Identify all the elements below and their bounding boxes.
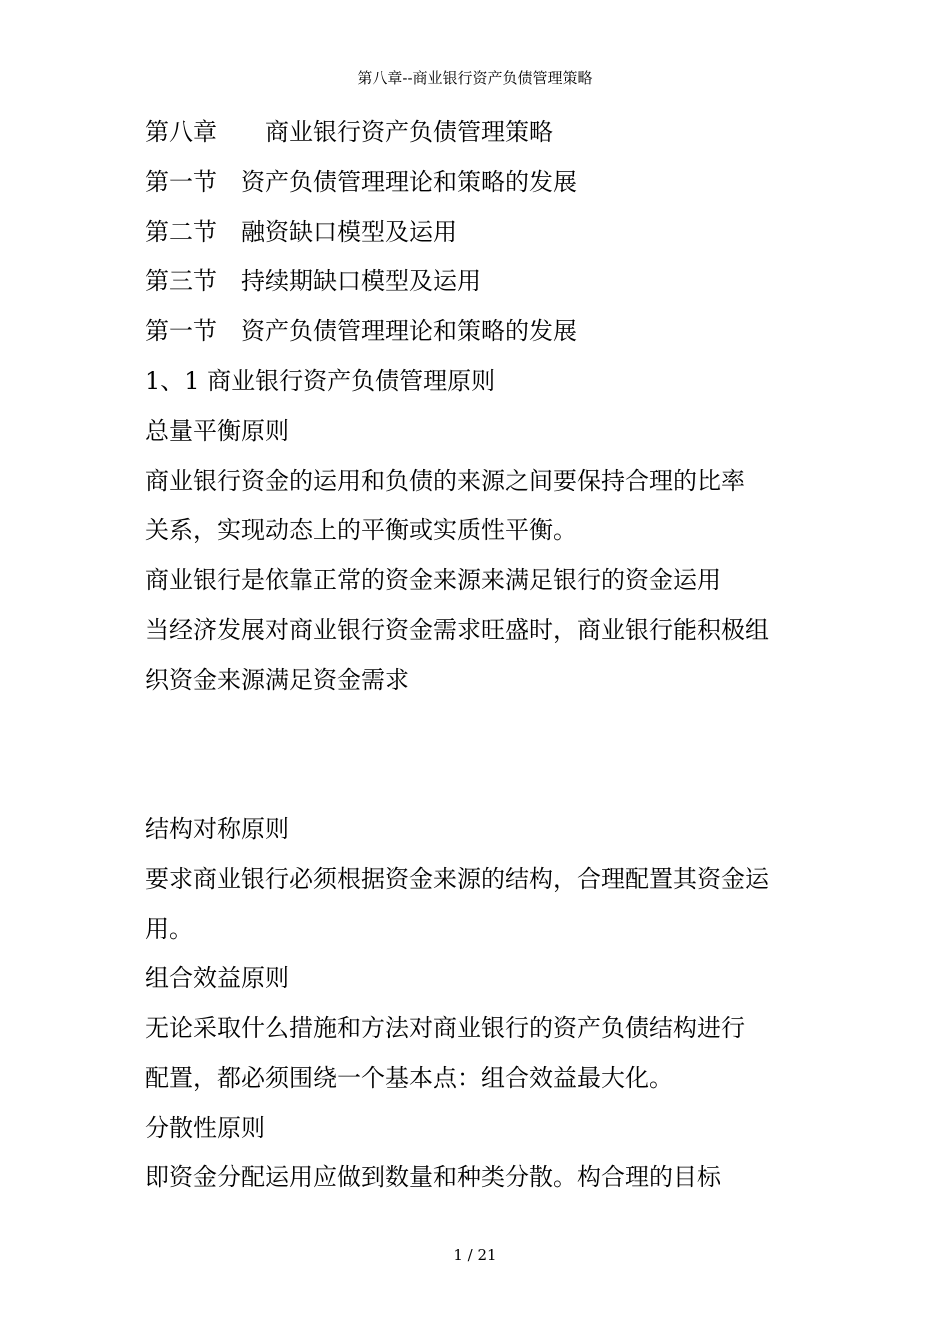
subsection-heading: 1、1 商业银行资产负债管理原则: [145, 367, 496, 395]
paragraph-line: 关系，实现动态上的平衡或实质性平衡。: [145, 516, 577, 544]
paragraph-line: 用。: [145, 915, 193, 943]
toc-section-1: 第一节 资产负债管理理论和策略的发展: [145, 168, 577, 196]
principle-heading-diversification: 分散性原则: [145, 1114, 265, 1142]
page-number: 1 / 21: [453, 1246, 497, 1264]
principle-heading-structure: 结构对称原则: [145, 815, 289, 843]
toc-section-3: 第三节 持续期缺口模型及运用: [145, 267, 481, 295]
paragraph-line: 织资金来源满足资金需求: [145, 666, 409, 694]
paragraph-line: 配置，都必须围绕一个基本点：组合效益最大化。: [145, 1064, 673, 1092]
section-heading: 第一节 资产负债管理理论和策略的发展: [145, 317, 577, 345]
paragraph-line: 当经济发展对商业银行资金需求旺盛时，商业银行能积极组: [145, 616, 769, 644]
toc-section-2: 第二节 融资缺口模型及运用: [145, 218, 457, 246]
paragraph-line: 商业银行是依靠正常的资金来源来满足银行的资金运用: [145, 566, 721, 594]
paragraph-line: 要求商业银行必须根据资金来源的结构，合理配置其资金运: [145, 865, 769, 893]
chapter-title: 第八章 商业银行资产负债管理策略: [145, 118, 553, 146]
paragraph-line: 商业银行资金的运用和负债的来源之间要保持合理的比率: [145, 467, 745, 495]
principle-heading-portfolio: 组合效益原则: [145, 964, 289, 992]
running-header: 第八章--商业银行资产负债管理策略: [357, 69, 593, 87]
paragraph-line: 即资金分配运用应做到数量和种类分散。构合理的目标: [145, 1163, 721, 1191]
paragraph-line: 无论采取什么措施和方法对商业银行的资产负债结构进行: [145, 1014, 745, 1042]
principle-heading-total-balance: 总量平衡原则: [145, 417, 289, 445]
